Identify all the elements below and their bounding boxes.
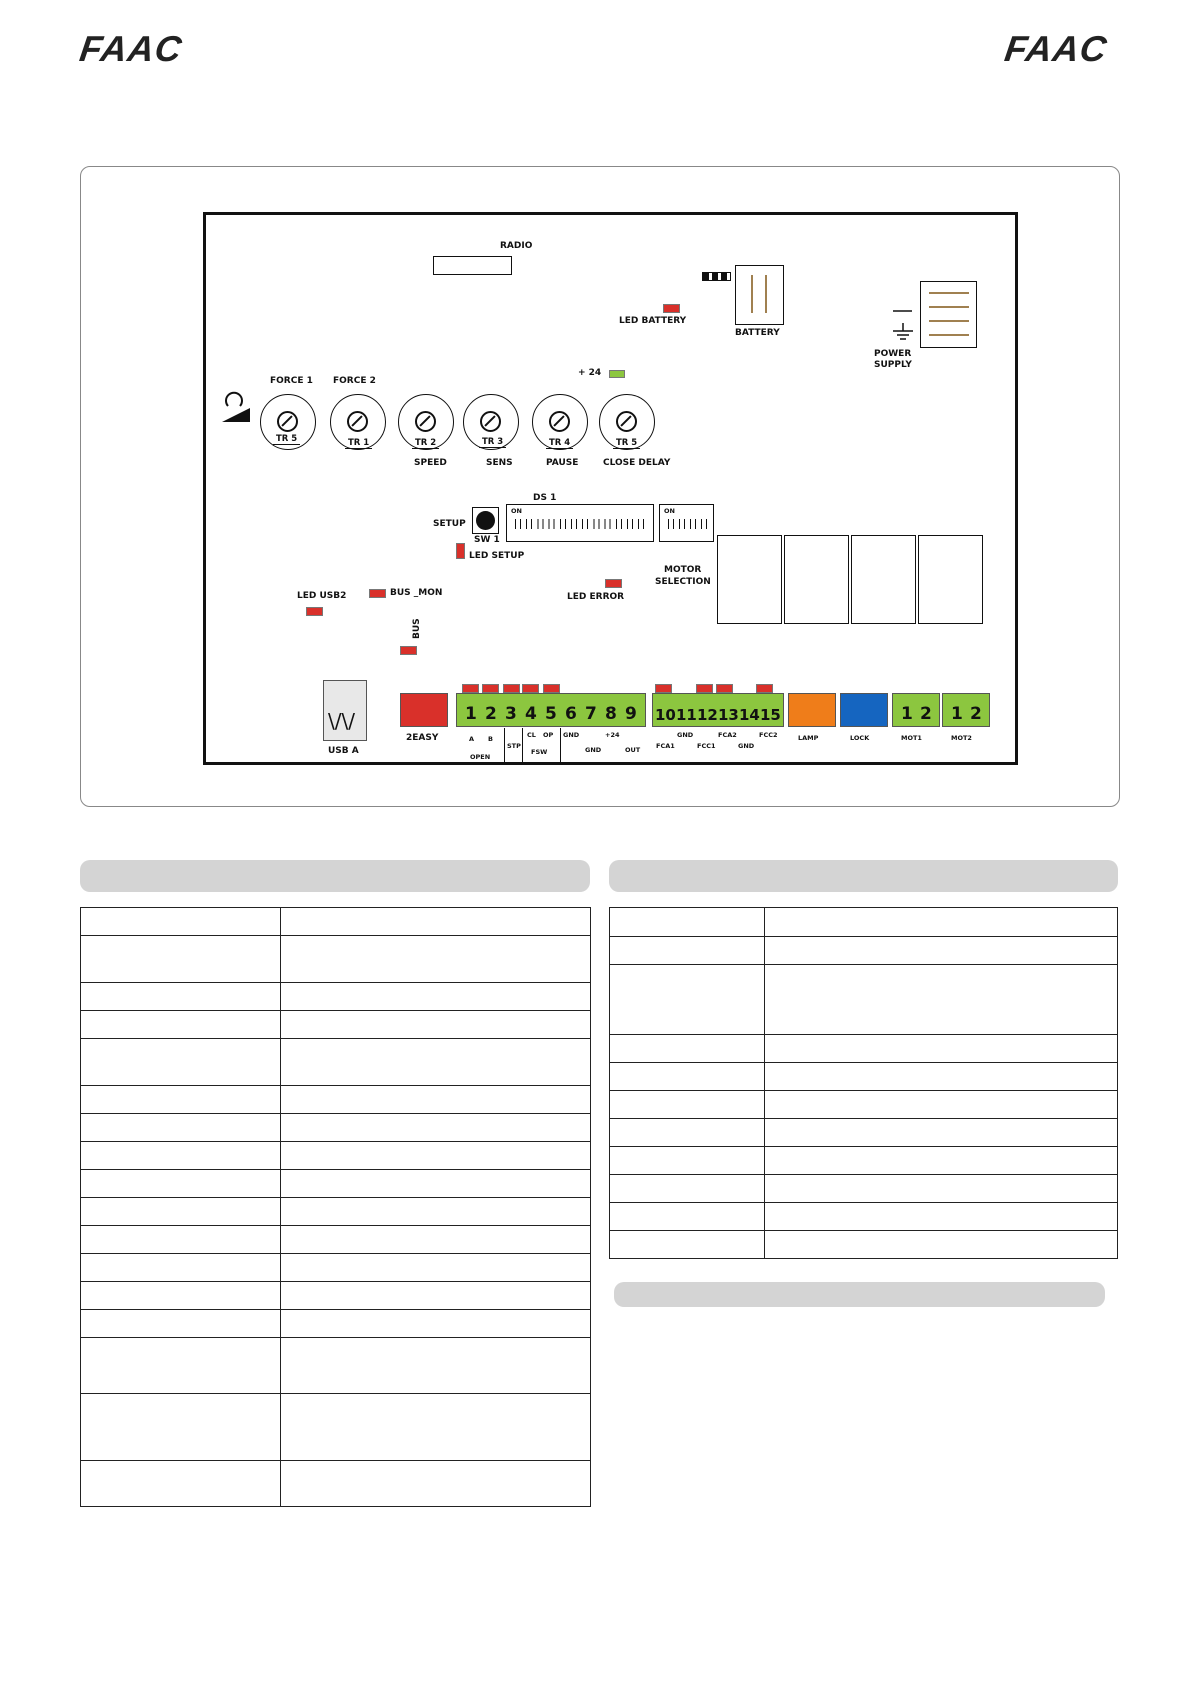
divider xyxy=(522,728,523,762)
power-label-2: SUPPLY xyxy=(874,360,912,370)
sens-label: SENS xyxy=(486,458,513,468)
terminal-lamp xyxy=(788,693,836,727)
terminal-2easy xyxy=(400,693,448,727)
sub-label-fca1: FCA1 xyxy=(656,742,675,750)
force2-label: FORCE 2 xyxy=(333,376,376,386)
led-bus xyxy=(400,646,417,655)
led-setup xyxy=(456,543,465,559)
terminal-block-10-15 xyxy=(652,693,784,727)
pot-label: TR 5 xyxy=(273,434,300,445)
lamp-label: LAMP xyxy=(798,734,819,742)
pot-label: TR 4 xyxy=(546,438,573,449)
radio-label: RADIO xyxy=(500,241,533,251)
pot-label: TR 5 xyxy=(613,438,640,449)
close-delay-label: CLOSE DELAY xyxy=(603,458,671,468)
pause-label: PAUSE xyxy=(546,458,579,468)
bus-mon-label: BUS _MON xyxy=(390,588,443,598)
divider xyxy=(504,728,505,762)
sub-label-fsw: FSW xyxy=(531,748,548,756)
led-error-label: LED ERROR xyxy=(567,592,625,602)
force1-label: FORCE 1 xyxy=(270,376,313,386)
led-usb2-label: LED USB2 xyxy=(297,591,347,601)
speed-label: SPEED xyxy=(414,458,447,468)
led-limit xyxy=(716,684,733,693)
lock-label: LOCK xyxy=(850,734,870,742)
sub-label-fcc1: FCC1 xyxy=(697,742,716,750)
sub-label-out: OUT xyxy=(625,746,641,754)
terminal-number: 15 xyxy=(760,706,781,724)
section-header-right-2 xyxy=(614,1282,1105,1307)
motor-selection-label-1: MOTOR xyxy=(664,565,702,575)
faac-logo-right: FAAC xyxy=(1002,28,1110,69)
ground-icon xyxy=(890,305,916,341)
bus-label: BUS xyxy=(412,618,422,639)
terminal-number: 13 xyxy=(718,706,739,724)
terminal-number: 12 xyxy=(697,706,718,724)
sub-label-gnd: GND xyxy=(585,746,602,754)
power-supply-box xyxy=(920,281,977,348)
led-limit xyxy=(696,684,713,693)
motor-selection-label-2: SELECTION xyxy=(655,577,711,587)
terminal-number: 9 xyxy=(625,704,637,724)
sub-label-a: A xyxy=(469,735,475,743)
terminal-number: 14 xyxy=(739,706,760,724)
setup-label: SETUP xyxy=(433,519,466,529)
terminal-number: 5 xyxy=(545,704,557,724)
pot-label: TR 2 xyxy=(412,438,439,449)
sw1-label: SW 1 xyxy=(474,535,500,545)
led-input xyxy=(503,684,520,693)
faac-logo-left: FAAC xyxy=(77,28,185,69)
battery-label: BATTERY xyxy=(735,328,780,338)
usb-a-port: \/\/ xyxy=(323,680,367,741)
spec-table-right xyxy=(609,907,1118,1259)
led-input xyxy=(482,684,499,693)
terminal-mot1 xyxy=(892,693,940,727)
ds1-label: DS 1 xyxy=(533,493,557,503)
terminal-number: 1 xyxy=(465,704,477,724)
led-limit xyxy=(756,684,773,693)
ds1-on-label: ON xyxy=(511,507,522,515)
plus24-label: + 24 xyxy=(578,368,602,378)
motor-module-3 xyxy=(851,535,916,624)
sub-label-gnd: GND xyxy=(677,731,694,739)
motor-module-4 xyxy=(918,535,983,624)
terminal-mot2 xyxy=(942,693,990,727)
terminal-number: 7 xyxy=(585,704,597,724)
terminal-number: 1 xyxy=(951,704,963,724)
sub-label-b: B xyxy=(488,735,493,743)
terminal-lock xyxy=(840,693,888,727)
power-label-1: POWER xyxy=(874,349,912,359)
section-header-left xyxy=(80,860,590,892)
terminal-number: 11 xyxy=(676,706,697,724)
led-limit xyxy=(655,684,672,693)
sub-label-cl: CL xyxy=(527,731,536,739)
terminal-number: 6 xyxy=(565,704,577,724)
terminal-number: 2 xyxy=(485,704,497,724)
sub-label-fca2: FCA2 xyxy=(718,731,737,739)
motor-module-2 xyxy=(784,535,849,624)
sub-label-fcc2: FCC2 xyxy=(759,731,778,739)
setup-button[interactable] xyxy=(472,507,499,534)
terminal-number: 2 xyxy=(920,704,932,724)
pot-label: TR 1 xyxy=(345,438,372,449)
terminal-number: 2 xyxy=(970,704,982,724)
ds2-on-label: ON xyxy=(664,507,675,515)
terminal-block-1-9 xyxy=(456,693,646,727)
2easy-label: 2EASY xyxy=(406,733,439,743)
sub-label-op: OP xyxy=(543,731,554,739)
led-usb2 xyxy=(306,607,323,616)
led-setup-label: LED SETUP xyxy=(469,551,525,561)
dip-switch-ds1[interactable] xyxy=(506,504,654,542)
sub-label-gnd: GND xyxy=(738,742,755,750)
sub-label-gnd: GND xyxy=(563,731,580,739)
terminal-number: 8 xyxy=(605,704,617,724)
battery-connector xyxy=(702,272,731,281)
radio-slot xyxy=(433,256,512,275)
sub-label-stp: STP xyxy=(507,742,521,750)
rotation-icon xyxy=(222,390,252,424)
mot2-label: MOT2 xyxy=(951,734,972,742)
mot1-label: MOT1 xyxy=(901,734,922,742)
led-input xyxy=(462,684,479,693)
spec-table-left xyxy=(80,907,591,1507)
motor-module-1 xyxy=(717,535,782,624)
usb-a-label: USB A xyxy=(328,746,359,756)
led-bus-mon xyxy=(369,589,386,598)
led-battery xyxy=(663,304,680,313)
terminal-number: 1 xyxy=(901,704,913,724)
sub-label-open: OPEN xyxy=(470,753,491,761)
led-battery-label: LED BATTERY xyxy=(619,316,687,326)
section-header-right xyxy=(609,860,1118,892)
led-input xyxy=(522,684,539,693)
led-plus24 xyxy=(609,370,625,378)
pot-label: TR 3 xyxy=(479,437,506,448)
terminal-number: 3 xyxy=(505,704,517,724)
led-error xyxy=(605,579,622,588)
terminal-number: 10 xyxy=(655,706,676,724)
divider xyxy=(560,728,561,762)
led-input xyxy=(543,684,560,693)
terminal-number: 4 xyxy=(525,704,537,724)
battery-box xyxy=(735,265,784,325)
sub-label-24: +24 xyxy=(605,731,620,739)
